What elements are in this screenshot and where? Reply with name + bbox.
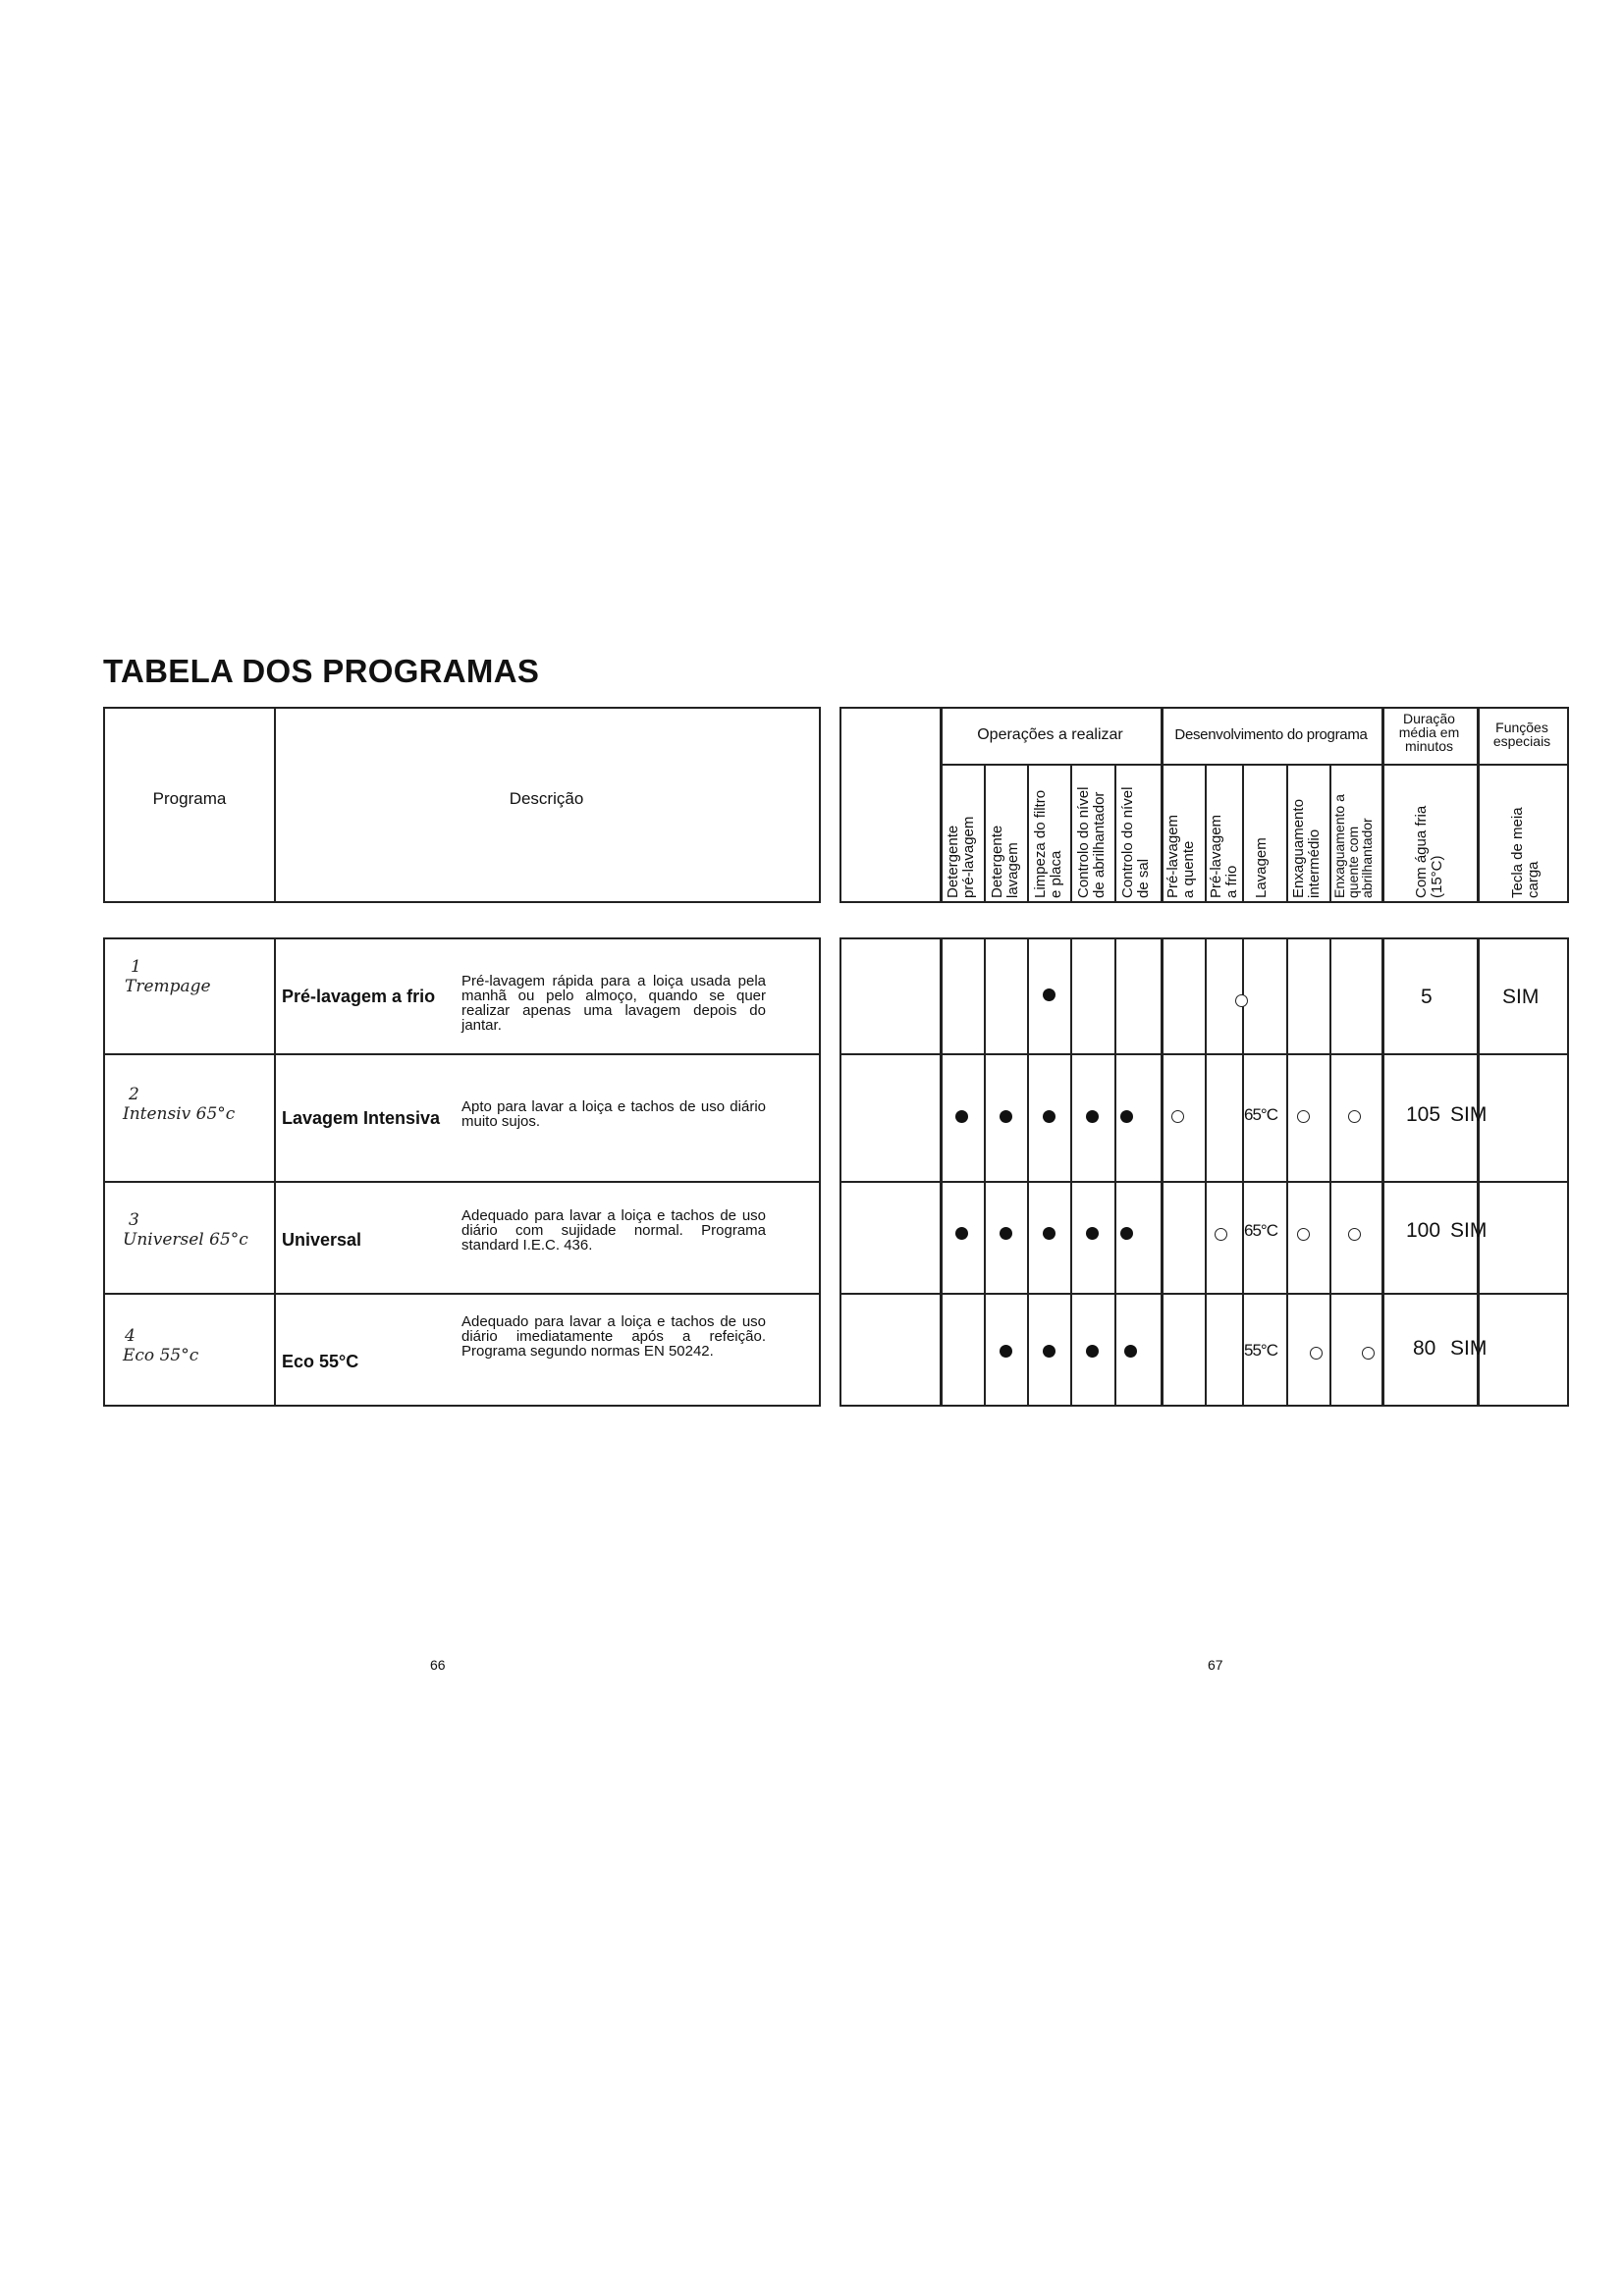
program-4-description: Adequado para lavar a loiça e tachos de uso diário imediatamente após a refeição. Programa segundo normas EN 50242. (461, 1313, 766, 1360)
row-3-dot-controlo-sal (1120, 1227, 1133, 1240)
row-1-meia-carga: SIM (1502, 986, 1540, 1008)
col-meia-carga: Tecla de meia carga (1509, 807, 1542, 898)
page-number-right: 67 (1208, 1657, 1223, 1673)
row-3-dot-limpeza-filtro (1043, 1227, 1056, 1240)
row-2-dot-detergente-lavagem (1000, 1110, 1012, 1123)
row-2-duracao: 105 (1406, 1103, 1441, 1126)
row-3-meia-carga: SIM (1450, 1219, 1488, 1242)
row-2-dot-detergente-prelavagem (955, 1110, 968, 1123)
program-2-name: Lavagem Intensiva (282, 1108, 441, 1128)
program-4-name: Eco 55°C (282, 1352, 359, 1371)
row-4-lavagem-temp: 55°C (1244, 1341, 1277, 1360)
row-4-ring-quente (1362, 1347, 1375, 1360)
row-3-lavagem-temp: 65°C (1244, 1221, 1277, 1240)
left-header-table (103, 707, 821, 903)
row-4-dot-limpeza-filtro (1043, 1345, 1056, 1358)
header-programa: Programa (152, 789, 227, 808)
header-operacoes: Operações a realizar (977, 726, 1123, 743)
header-duracao: Duração média em minutos (1398, 711, 1460, 754)
header-descricao: Descrição (509, 789, 584, 808)
program-4-number: 4 (125, 1326, 135, 1346)
right-programs-table (839, 937, 1569, 1407)
program-2-script-name: Intensiv 65°c (123, 1104, 236, 1124)
row-2-dot-controlo-sal (1120, 1110, 1133, 1123)
header-desenvolvimento: Desenvolvimento do programa (1174, 726, 1368, 743)
row-1-dot-limpeza-filtro (1043, 988, 1056, 1001)
program-4-script-name: Eco 55°c (123, 1346, 199, 1365)
program-3-name: Universal (282, 1230, 362, 1250)
page-number-left: 66 (430, 1657, 446, 1673)
page-title: TABELA DOS PROGRAMAS (103, 653, 540, 689)
program-2-description: Apto para lavar a loiça e tachos de uso diário muito sujos. (461, 1098, 766, 1130)
row-4-meia-carga: SIM (1450, 1337, 1488, 1360)
row-3-ring-quente (1348, 1228, 1361, 1241)
program-1-number: 1 (131, 957, 141, 977)
col-detergente-lavagem: Detergente lavagem (989, 825, 1021, 898)
row-2-ring-prelavagem-quente (1171, 1110, 1184, 1123)
col-enxaguamento-quente: Enxaguamento a quente com abrilhantador (1331, 794, 1375, 898)
program-3-script-name: Universel 65°c (123, 1230, 248, 1250)
program-3-number: 3 (129, 1210, 139, 1230)
program-1-description: Pré-lavagem rápida para a loiça usada pela manhã ou pelo almoço, quando se quer realizar apenas uma lavagem depois do jantar. (461, 973, 766, 1034)
col-lavagem: Lavagem (1253, 837, 1270, 898)
program-1-name: Pré-lavagem a frio (282, 987, 436, 1006)
left-programs-table (103, 937, 821, 1407)
col-controlo-abrilhantador: Controlo do nível de abrilhantador (1075, 786, 1108, 898)
row-1-duracao: 5 (1421, 986, 1433, 1008)
row-2-dot-controlo-abrilhantador (1086, 1110, 1099, 1123)
row-2-ring-intermedio (1297, 1110, 1310, 1123)
row-3-ring-prelavagem-frio (1215, 1228, 1227, 1241)
row-2-ring-quente (1348, 1110, 1361, 1123)
header-funcoes: Funções especiais (1492, 720, 1551, 749)
right-header-table (839, 707, 1569, 903)
row-2-meia-carga: SIM (1450, 1103, 1488, 1126)
row-1-ring-prelavagem-frio (1235, 994, 1248, 1007)
row-3-ring-intermedio (1297, 1228, 1310, 1241)
row-4-ring-intermedio (1310, 1347, 1323, 1360)
col-detergente-prelavagem: Detergente pré-lavagem (945, 816, 977, 898)
program-1-script-name: Trempage (125, 977, 211, 996)
row-2-lavagem-temp: 65°C (1244, 1105, 1277, 1124)
row-4-dot-detergente-lavagem (1000, 1345, 1012, 1358)
col-enxaguamento-intermedio: Enxaguamento intermédio (1290, 799, 1323, 898)
col-agua-fria: Com água fria (15°C) (1413, 805, 1445, 898)
col-prelavagem-frio: Pré-lavagem a frio (1208, 814, 1240, 898)
row-2-dot-limpeza-filtro (1043, 1110, 1056, 1123)
row-4-dot-controlo-abrilhantador (1086, 1345, 1099, 1358)
col-prelavagem-quente: Pré-lavagem a quente (1164, 814, 1197, 898)
row-3-dot-detergente-prelavagem (955, 1227, 968, 1240)
row-3-dot-controlo-abrilhantador (1086, 1227, 1099, 1240)
col-limpeza-filtro: Limpeza do filtro e placa (1032, 789, 1064, 898)
row-4-dot-controlo-sal (1124, 1345, 1137, 1358)
row-3-duracao: 100 (1406, 1219, 1441, 1242)
program-3-description: Adequado para lavar a loiça e tachos de uso diário com sujidade normal. Programa standard I.E.C. 436. (461, 1207, 766, 1254)
program-2-number: 2 (129, 1085, 139, 1104)
row-3-dot-detergente-lavagem (1000, 1227, 1012, 1240)
row-4-duracao: 80 (1413, 1337, 1436, 1360)
col-controlo-sal: Controlo do nível de sal (1119, 786, 1152, 898)
